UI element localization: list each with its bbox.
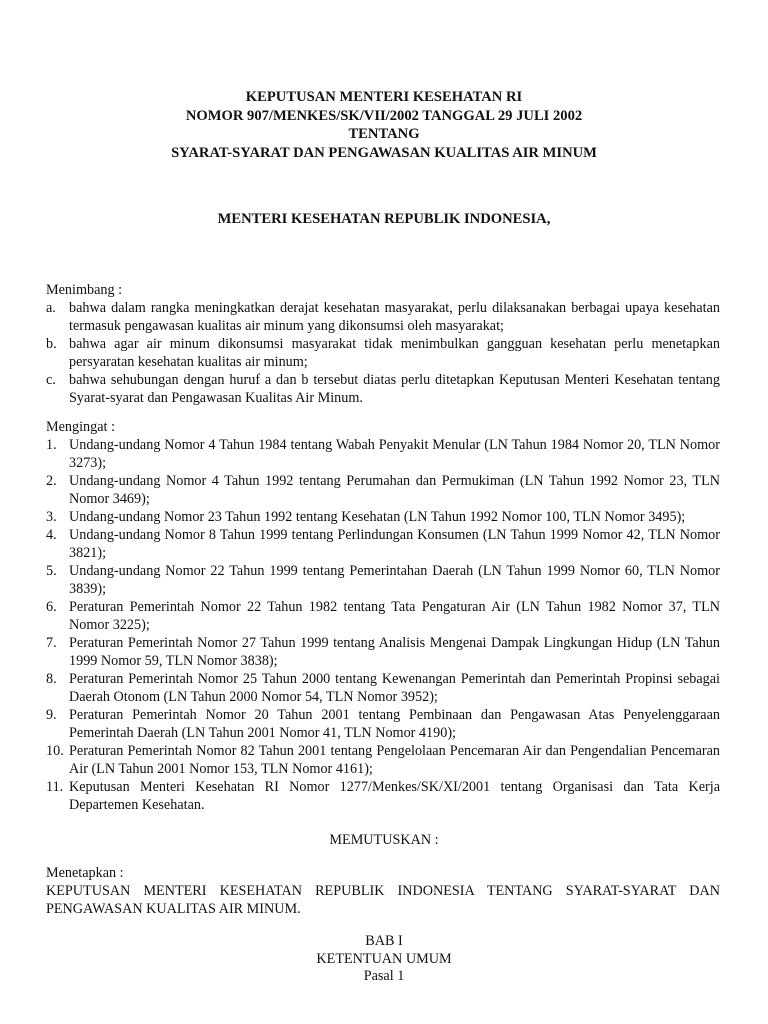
menimbang-heading: Menimbang : — [46, 282, 123, 298]
item-marker: 3. — [46, 509, 57, 525]
list-item — [46, 299, 720, 335]
item-text: Peraturan Pemerintah Nomor 20 Tahun 2001 tentang Pembinaan dan Pengawasan Atas Penyelenggaraan Pemerintah Daerah (LN Tahun 2001 Nomor 41, TLN Nomor 4190); — [69, 707, 720, 741]
item-text: Undang-undang Nomor 22 Tahun 1999 tentang Pemerintahan Daerah (LN Tahun 1999 Nomor 60, TLN Nomor 3839); — [69, 563, 720, 597]
item-marker: 5. — [46, 563, 57, 579]
item-text: Undang-undang Nomor 4 Tahun 1992 tentang Perumahan dan Permukiman (LN Tahun 1992 Nomor 23, TLN Nomor 3469); — [69, 473, 720, 507]
list-item — [46, 742, 720, 778]
article-number: Pasal 1 — [363, 968, 405, 984]
title-line: NOMOR 907/MENKES/SK/VII/2002 TANGGAL 29 JULI 2002 — [185, 107, 583, 124]
menetapkan-section — [46, 864, 720, 918]
document-title — [0, 88, 768, 162]
mengingat-section — [46, 418, 720, 814]
list-item — [46, 436, 720, 472]
item-text: bahwa sehubungan dengan huruf a dan b tersebut diatas perlu ditetapkan Keputusan Menteri Kesehatan tentang Syarat-syarat dan Pengawasan Kualitas Air Minum. — [69, 372, 720, 406]
list-item — [46, 670, 720, 706]
item-marker: 11. — [46, 779, 64, 795]
menetapkan-text: KEPUTUSAN MENTERI KESEHATAN REPUBLIK INDONESIA TENTANG SYARAT-SYARAT DAN PENGAWASAN KUALITAS AIR MINUM. — [46, 883, 720, 917]
item-marker: 10. — [46, 743, 64, 759]
item-marker: b. — [46, 336, 57, 352]
item-marker: a. — [46, 300, 56, 316]
item-marker: 2. — [46, 473, 57, 489]
item-marker: c. — [46, 372, 56, 388]
item-text: Peraturan Pemerintah Nomor 27 Tahun 1999 tentang Analisis Mengenai Dampak Lingkungan Hidup (LN Tahun 1999 Nomor 59, TLN Nomor 3838); — [69, 635, 720, 669]
list-item — [46, 706, 720, 742]
list-item — [46, 562, 720, 598]
item-text: Keputusan Menteri Kesehatan RI Nomor 1277/Menkes/SK/XI/2001 tentang Organisasi dan Tata Kerja Departemen Kesehatan. — [69, 779, 720, 813]
chapter-number: BAB I — [365, 933, 403, 949]
item-text: Peraturan Pemerintah Nomor 82 Tahun 2001 tentang Pengelolaan Pencemaran Air dan Pengendalian Pencemaran Air (LN Tahun 2001 Nomor 153, TLN Nomor 4161); — [69, 743, 720, 777]
menetapkan-heading: Menetapkan : — [46, 865, 124, 881]
list-item — [46, 335, 720, 371]
item-text: Undang-undang Nomor 23 Tahun 1992 tentang Kesehatan (LN Tahun 1992 Nomor 100, TLN Nomor 3495); — [69, 509, 686, 525]
chapter-title: KETENTUAN UMUM — [316, 950, 452, 967]
minister-heading: MENTERI KESEHATAN REPUBLIK INDONESIA, — [217, 211, 551, 227]
list-item — [46, 598, 720, 634]
item-text: Undang-undang Nomor 4 Tahun 1984 tentang Wabah Penyakit Menular (LN Tahun 1984 Nomor 20, TLN Nomor 3273); — [69, 437, 720, 471]
list-item — [46, 472, 720, 508]
item-marker: 7. — [46, 635, 57, 651]
item-text: bahwa dalam rangka meningkatkan derajat kesehatan masyarakat, perlu dilaksanakan berbagai upaya kesehatan termasuk pengawasan kualitas air minum yang dikonsumsi oleh masyarakat; — [69, 300, 720, 334]
memutuskan-heading: MEMUTUSKAN : — [329, 832, 439, 848]
list-item — [46, 508, 720, 526]
item-marker: 4. — [46, 527, 57, 543]
item-marker: 9. — [46, 707, 57, 723]
list-item — [46, 526, 720, 562]
item-text: bahwa agar air minum dikonsumsi masyarakat tidak menimbulkan gangguan kesehatan perlu menetapkan persyaratan kesehatan kualitas air minum; — [69, 336, 720, 370]
item-text: Undang-undang Nomor 8 Tahun 1999 tentang Perlindungan Konsumen (LN Tahun 1999 Nomor 42, TLN Nomor 3821); — [69, 527, 720, 561]
chapter-heading — [0, 933, 768, 986]
menimbang-section — [46, 281, 720, 407]
item-text: Peraturan Pemerintah Nomor 25 Tahun 2000 tentang Kewenangan Pemerintah dan Pemerintah Propinsi sebagai Daerah Otonom (LN Tahun 2000 Nomor 54, TLN Nomor 3952); — [69, 671, 720, 705]
list-item — [46, 778, 720, 814]
title-line: SYARAT-SYARAT DAN PENGAWASAN KUALITAS AIR MINUM — [171, 144, 597, 161]
list-item — [46, 634, 720, 670]
item-marker: 1. — [46, 437, 57, 453]
item-marker: 6. — [46, 599, 57, 615]
item-text: Peraturan Pemerintah Nomor 22 Tahun 1982 tentang Tata Pengaturan Air (LN Tahun 1982 Nomor 37, TLN Nomor 3225); — [69, 599, 720, 633]
mengingat-heading: Mengingat : — [46, 419, 115, 435]
title-line: TENTANG — [348, 126, 420, 142]
title-line: KEPUTUSAN MENTERI KESEHATAN RI — [245, 89, 523, 105]
list-item — [46, 371, 720, 407]
item-marker: 8. — [46, 671, 57, 687]
